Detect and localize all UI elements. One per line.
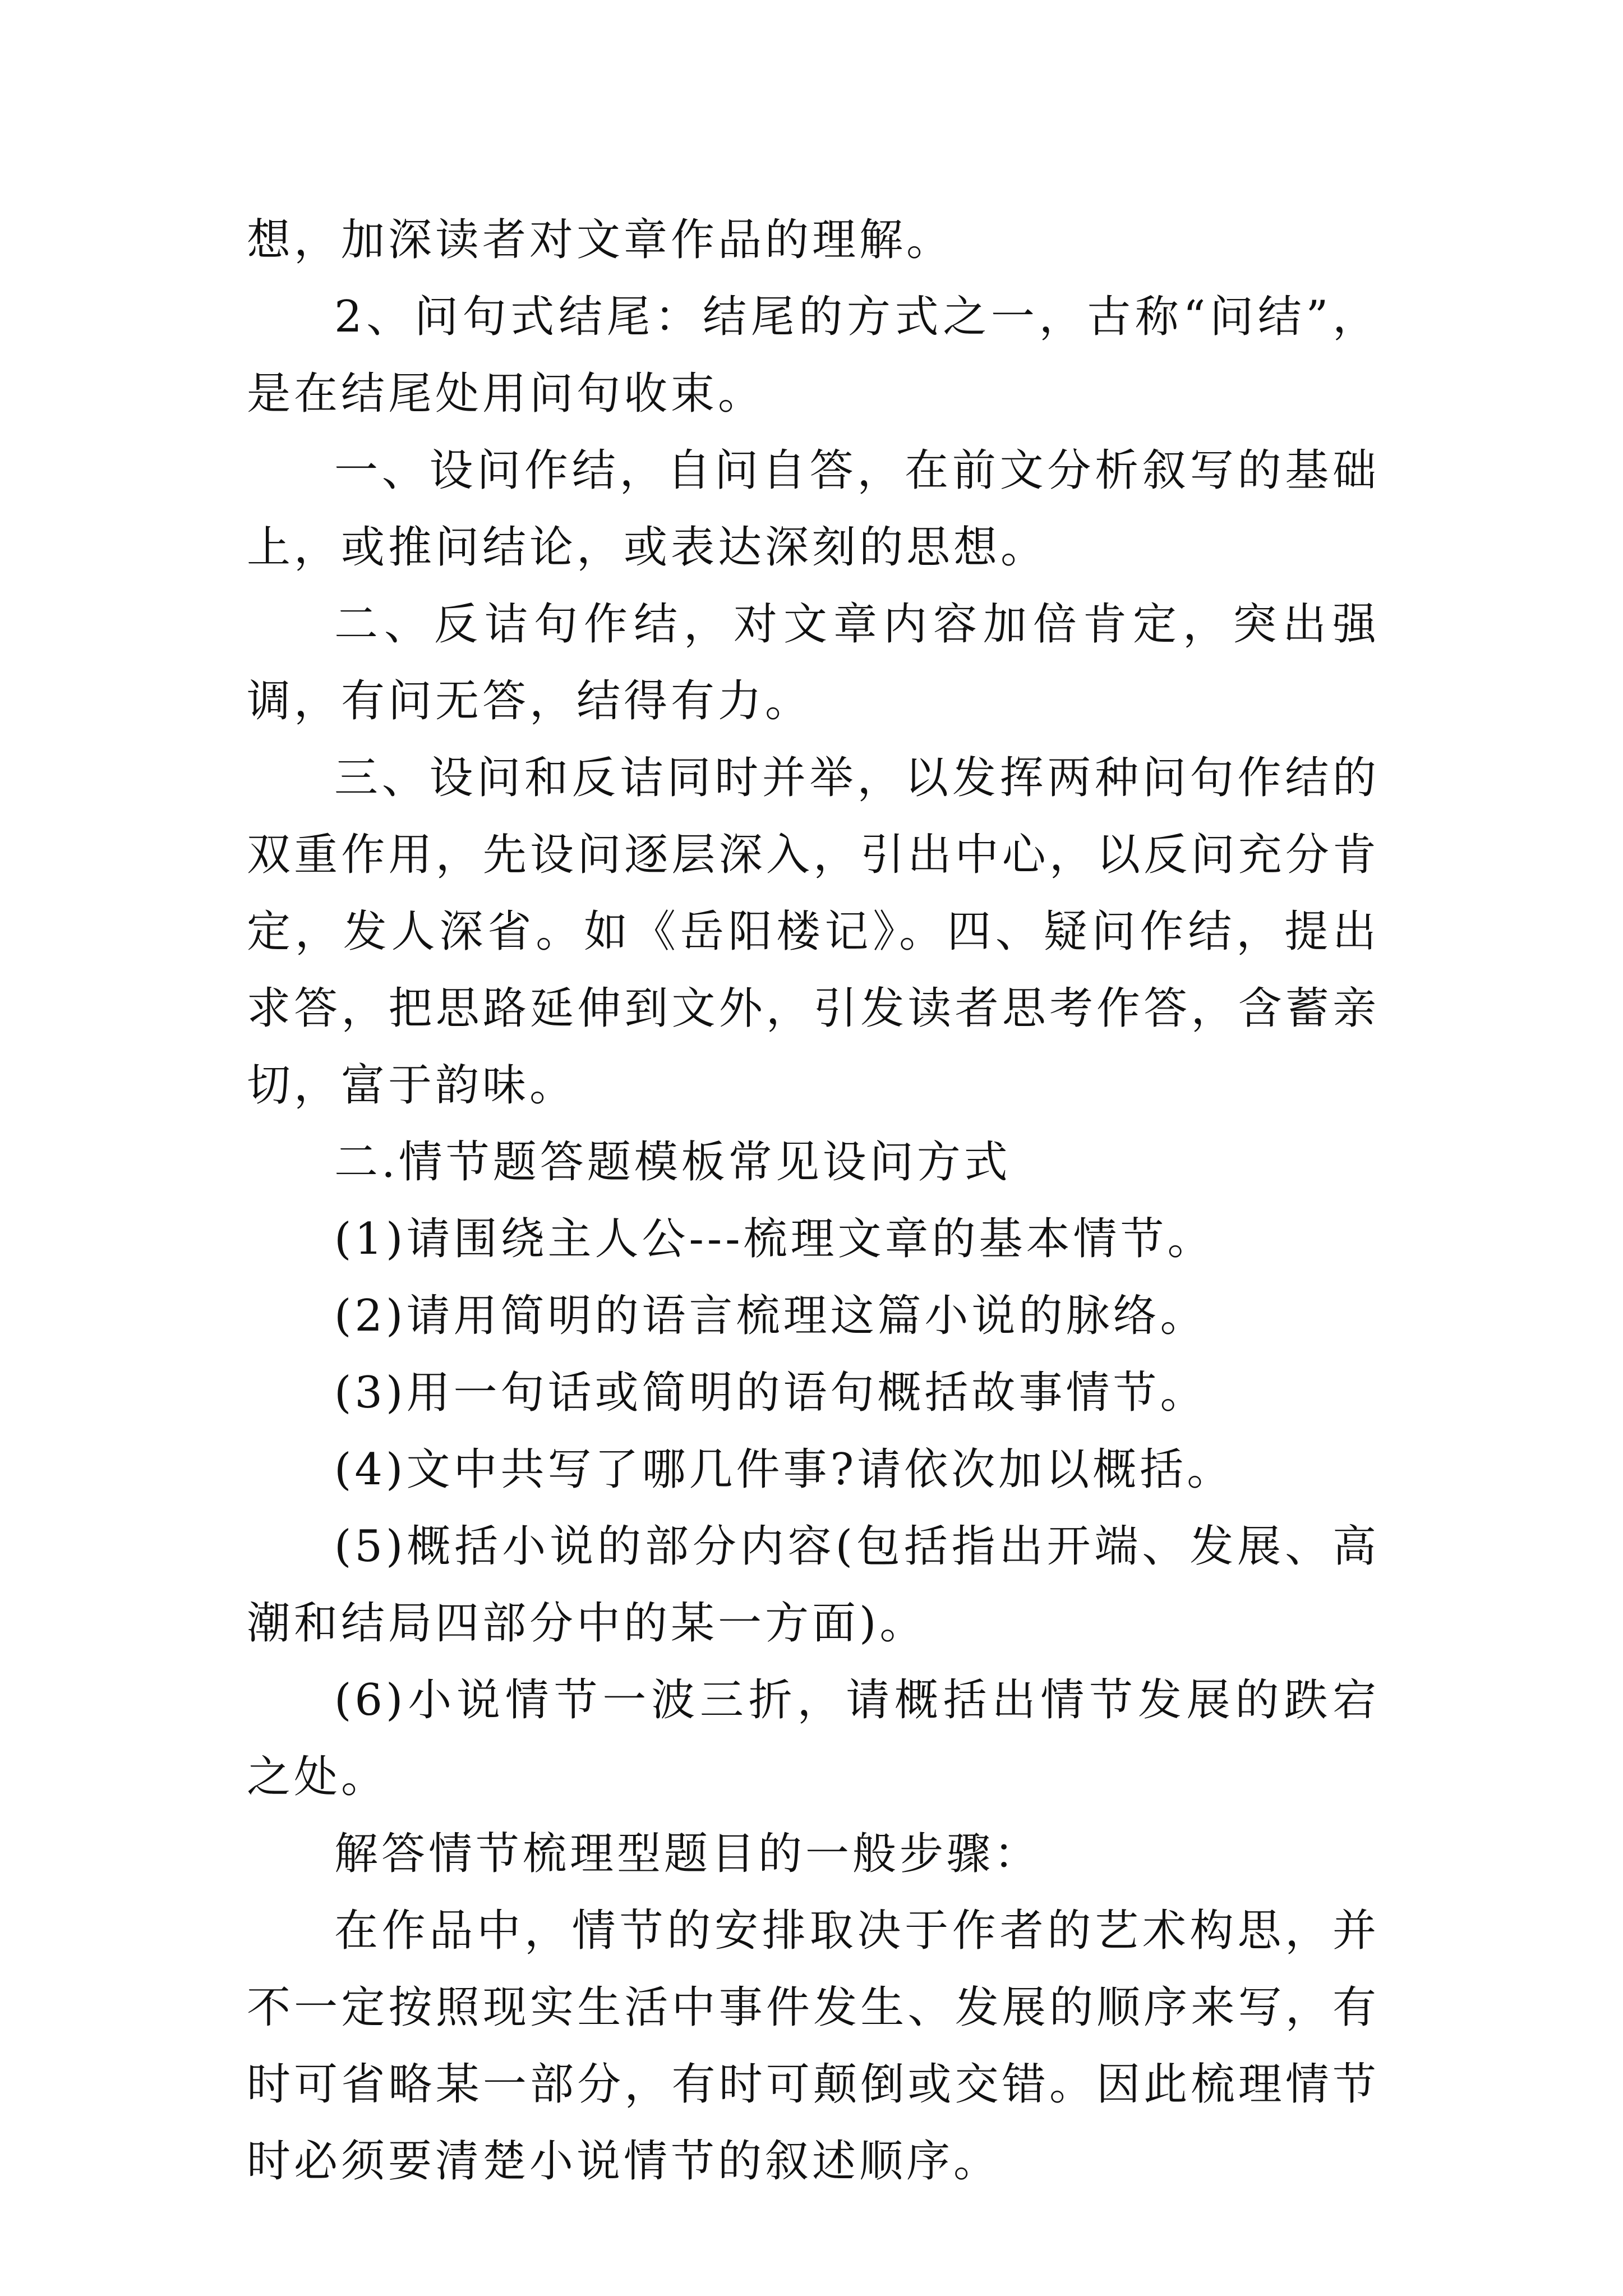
paragraph-continuation: 想，加深读者对文章作品的理解。 — [247, 215, 954, 265]
list-item: (5)概括小说的部分内容(包括指出开端、发展、高潮和结局四部分中的某一方面)。 — [247, 1521, 1380, 1649]
list-item: (1)请围绕主人公---梳理文章的基本情节。 — [334, 1214, 1215, 1264]
list-item: (2)请用简明的语言梳理这篇小说的脉络。 — [334, 1291, 1207, 1341]
list-item: (6)小说情节一波三折，请概括出情节发展的跌宕之处。 — [247, 1675, 1380, 1802]
document-body — [247, 202, 1380, 2200]
paragraph-combined-questions: 三、设问和反诘同时并举，以发挥两种问句作结的双重作用，先设问逐层深入，引出中心，以反问充分肯定，发人深省。如《岳阳楼记》。四、疑问作结，提出求答，把思路延伸到文外，引发读者思考作答，含蓄亲切，富于韵味。 — [247, 753, 1380, 1111]
paragraph-rhetorical-question: 一、设问作结，自问自答，在前文分析叙写的基础上，或推问结论，或表达深刻的思想。 — [247, 445, 1380, 573]
paragraph-question-ending: 2、问句式结尾：结尾的方式之一，古称“问结”，是在结尾处用问句收束。 — [247, 292, 1380, 419]
paragraph-counter-question: 二、反诘句作结，对文章内容加倍肯定，突出强调，有问无答，结得有力。 — [247, 599, 1380, 726]
list-item: (3)用一句话或简明的语句概括故事情节。 — [334, 1368, 1207, 1418]
section-heading: 二.情节题答题模板常见设问方式 — [334, 1137, 1011, 1188]
list-item: (4)文中共写了哪几件事?请依次加以概括。 — [334, 1444, 1234, 1495]
steps-heading: 解答情节梳理型题目的一般步骤： — [334, 1829, 1041, 1879]
paragraph-plot-arrangement: 在作品中，情节的安排取决于作者的艺术构思，并不一定按照现实生活中事件发生、发展的顺序来写，有时可省略某一部分，有时可颠倒或交错。因此梳理情节时必须要清楚小说情节的叙述顺序。 — [247, 1906, 1380, 2187]
